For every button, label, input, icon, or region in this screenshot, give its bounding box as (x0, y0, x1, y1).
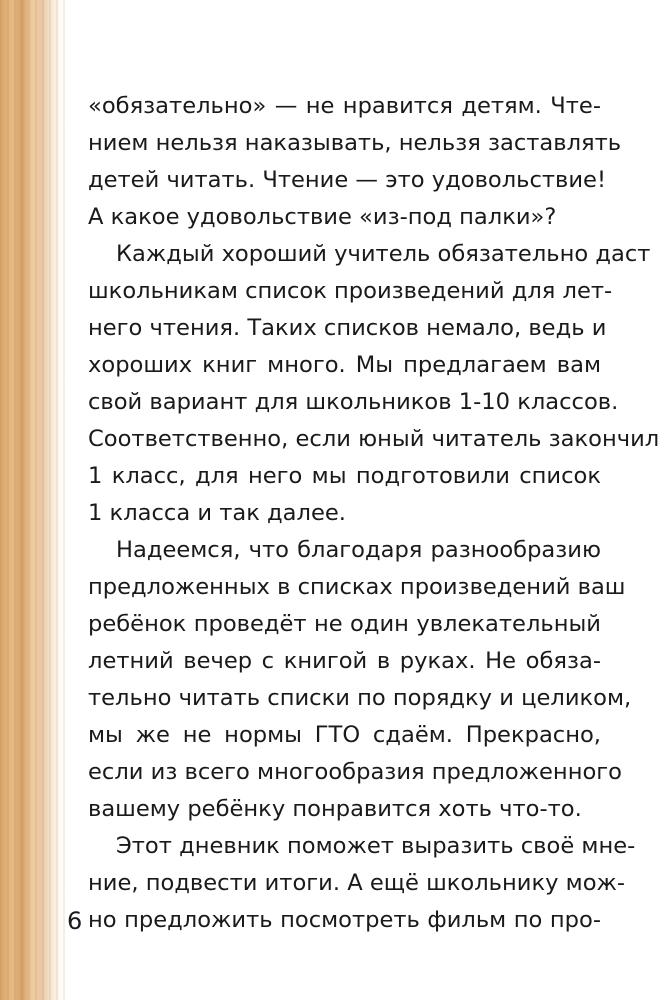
text-line: него чтения. Таких списков немало, ведь и (88, 315, 607, 341)
text-line: «обязательно» — не нравится детям. Чте- (88, 93, 601, 119)
text-line: если из всего многообразия предложенного (88, 759, 622, 785)
text-line: А какое удовольствие «из-под палки»? (88, 204, 557, 230)
text-line: 1 класс, для него мы подготовили список (88, 463, 601, 489)
text-line: свой вариант для школьников 1-10 классов. (88, 389, 619, 415)
text-line: Этот дневник поможет выразить своё мне- (116, 833, 636, 859)
text-line: ребёнок проведёт не один увлекательный (88, 611, 601, 637)
text-line: мы же не нормы ГТО сдаём. Прекрасно, (88, 722, 601, 748)
text-line: нием нельзя наказывать, нельзя заставлять (88, 130, 622, 156)
text-line: Надеемся, что благодаря разнообразию (116, 537, 601, 563)
page-number: 6 (67, 907, 83, 935)
text-line: ние, подвести итоги. А ещё школьнику мож- (88, 870, 626, 896)
text-line: предложенных в списках произведений ваш (88, 574, 626, 600)
text-line: летний вечер с книгой в руках. Не обяза- (88, 648, 601, 674)
text-line: вашему ребёнку понравится хоть что-то. (88, 796, 582, 822)
body-text (88, 88, 660, 939)
text-line: но предложить посмотреть фильм по про- (88, 907, 601, 933)
text-line: Соответственно, если юный читатель закончил (88, 426, 660, 452)
page-edge-texture (0, 0, 66, 1000)
text-line: тельно читать списки по порядку и целиком, (88, 685, 632, 711)
text-line: Каждый хороший учитель обязательно даст (116, 241, 651, 267)
text-line: детей читать. Чтение — это удовольствие! (88, 167, 607, 193)
text-line: школьникам список произведений для лет- (88, 278, 613, 304)
text-line: хороших книг много. Мы предлагаем вам (88, 352, 601, 378)
text-line: 1 класса и так далее. (88, 500, 346, 526)
